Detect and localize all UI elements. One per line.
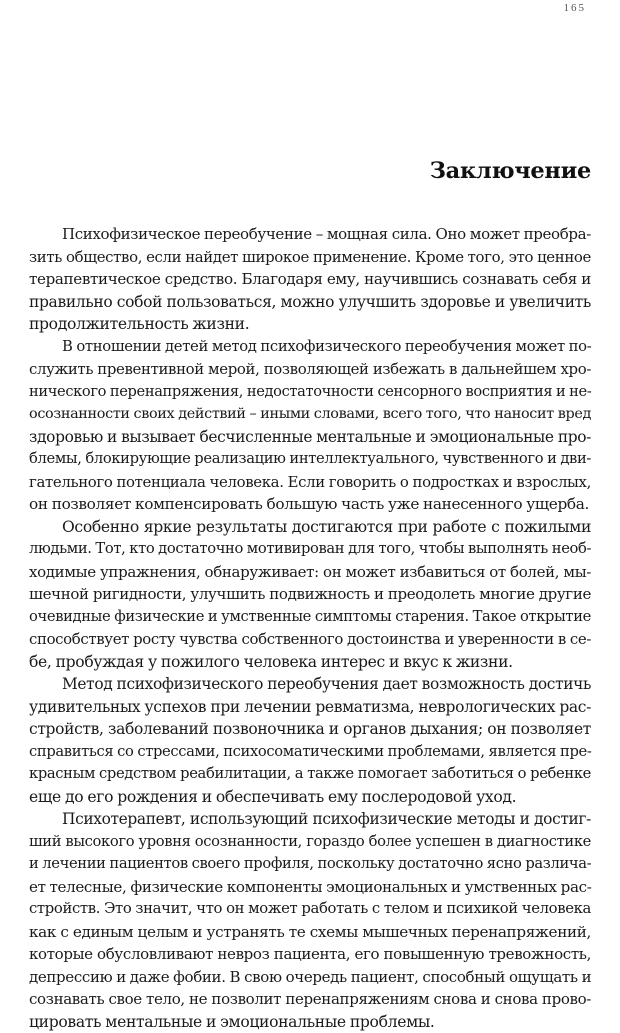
text-line: Метод психофизического переобучения дает возможность достичь <box>29 673 591 696</box>
text-line: правильно собой пользоваться, можно улучшить здоровье и увеличить <box>29 291 591 314</box>
text-line: продолжительность жизни. <box>29 313 591 336</box>
page-number: 165 <box>564 2 587 14</box>
paragraph <box>29 516 591 674</box>
text-line: справиться со стрессами, психосоматическими проблемами, является пре- <box>29 741 591 764</box>
text-line: здоровью и вызывает бесчисленные ментальные и эмоциональные про- <box>29 426 591 449</box>
paragraph <box>29 223 591 336</box>
text-line: удивительных успехов при лечении ревматизма, неврологических рас- <box>29 696 591 719</box>
text-line: депрессию и даже фобии. В свою очередь пациент, способный ощущать и <box>29 966 591 989</box>
text-line: ет телесные, физические компоненты эмоциональных и умственных рас- <box>29 876 591 899</box>
text-line: стройств, заболеваний позвоночника и органов дыхания; он позволяет <box>29 718 591 741</box>
text-line: зить общество, если найдет широкое применение. Кроме того, это ценное <box>29 246 591 269</box>
text-line: В отношении детей метод психофизического переобучения может по- <box>29 336 591 359</box>
text-line: он позволяет компенсировать большую часть уже нанесенного ущерба. <box>29 493 591 516</box>
text-line: осознанности своих действий – иными словами, всего того, что наносит вред <box>29 403 591 426</box>
text-line: Психофизическое переобучение – мощная сила. Оно может преобра- <box>29 223 591 246</box>
text-line: очевидные физические и умственные симптомы старения. Такое открытие <box>29 606 591 629</box>
text-line: сознавать свое тело, не позволит перенапряжениям снова и снова прово- <box>29 988 591 1011</box>
text-line: служить превентивной мерой, позволяющей избежать в дальнейшем хро- <box>29 358 591 381</box>
text-line: красным средством реабилитации, а также помогает заботиться о ребенке <box>29 763 591 786</box>
text-line: которые обусловливают невроз пациента, его повышенную тревожность, <box>29 943 591 966</box>
text-line: Психотерапевт, использующий психофизические методы и достиг- <box>29 808 591 831</box>
paragraph <box>29 808 591 1033</box>
text-line: и лечении пациентов своего профиля, поскольку достаточно ясно различа- <box>29 853 591 876</box>
text-line: людьми. Тот, кто достаточно мотивирован для того, чтобы выполнять необ- <box>29 538 591 561</box>
text-line: способствует росту чувства собственного достоинства и уверенности в се- <box>29 628 591 651</box>
chapter-title: Заключение <box>430 158 591 184</box>
text-line: еще до его рождения и обеспечивать ему послеродовой уход. <box>29 786 591 809</box>
text-line: нического перенапряжения, недостаточности сенсорного восприятия и не- <box>29 381 591 404</box>
text-line: ходимые упражнения, обнаруживает: он может избавиться от болей, мы- <box>29 561 591 584</box>
text-line: стройств. Это значит, что он может работать с телом и психикой человека <box>29 898 591 921</box>
text-line: ший высокого уровня осознанности, гораздо более успешен в диагностике <box>29 831 591 854</box>
paragraph <box>29 336 591 516</box>
text-line: цировать ментальные и эмоциональные проблемы. <box>29 1011 591 1033</box>
paragraph <box>29 673 591 808</box>
text-line: гательного потенциала человека. Если говорить о подростках и взрослых, <box>29 471 591 494</box>
text-line: шечной ригидности, улучшить подвижность и преодолеть многие другие <box>29 583 591 606</box>
text-line: терапевтическое средство. Благодаря ему, научившись сознавать себя и <box>29 268 591 291</box>
text-line: как с единым целым и устранять те схемы мышечных перенапряжений, <box>29 921 591 944</box>
text-line: бе, пробуждая у пожилого человека интерес и вкус к жизни. <box>29 651 591 674</box>
body-text <box>29 223 591 1033</box>
text-line: блемы, блокирующие реализацию интеллектуального, чувственного и дви- <box>29 448 591 471</box>
text-line: Особенно яркие результаты достигаются при работе с пожилыми <box>29 516 591 539</box>
